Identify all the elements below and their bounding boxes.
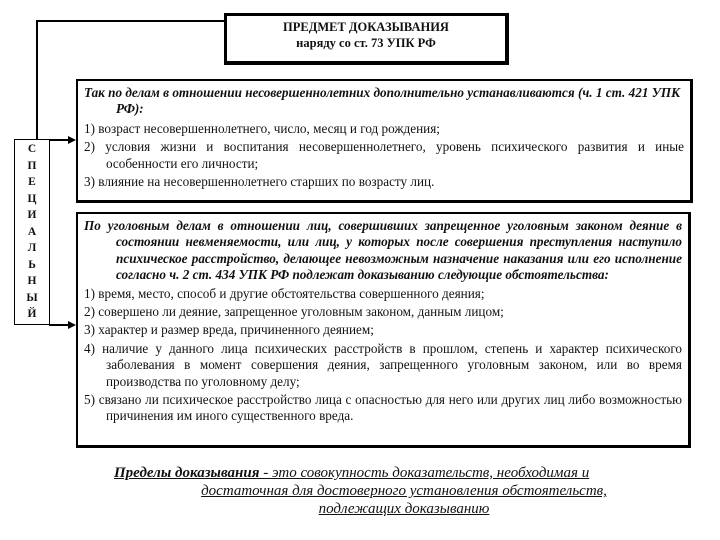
vertical-letter: С <box>27 143 37 155</box>
definition-term: Пределы доказывания <box>114 465 260 481</box>
minors-item: 2) условия жизни и воспитания несовершеннолетнего, уровень психического развития и иные особенности его личности; <box>84 139 684 171</box>
definition-footer <box>114 464 694 518</box>
definition-text-1: - это совокупность доказательств, необходимая и <box>259 465 590 481</box>
vertical-letter: Ц <box>27 192 37 205</box>
arrow-right-icon <box>68 136 76 144</box>
arrow-to-box-1-shaft <box>49 139 69 141</box>
arrow-to-box-2-shaft <box>49 324 69 326</box>
vertical-letter: А <box>27 225 37 238</box>
insane-item: 2) совершено ли деяние, запрещенное уголовным законом, данным лицом; <box>84 304 504 320</box>
vertical-letter: И <box>27 209 37 221</box>
vertical-letter: Н <box>27 275 37 287</box>
connector-horizontal <box>36 20 225 22</box>
vertical-letter: Ь <box>28 258 36 271</box>
insane-item: 1) время, место, способ и другие обстоятельства совершенного деяния; <box>84 285 485 301</box>
minors-item: 3) влияние на несовершеннолетнего старших по возрасту лиц. <box>84 174 435 190</box>
vertical-letter: П <box>27 159 37 172</box>
minors-item: 1) возраст несовершеннолетнего, число, месяц и год рождения; <box>84 120 440 136</box>
vertical-letter: Й <box>27 308 37 320</box>
vertical-letter: Е <box>28 176 36 188</box>
vertical-letter: Л <box>27 242 37 254</box>
title-box <box>224 13 509 65</box>
insane-persons-box <box>76 212 691 448</box>
insane-lead: По уголовным делам в отношении лиц, совершивших запрещенное уголовным законом деяние в состоянии невменяемости, или лиц, у которых после совершения преступления наступило психическое расстройство, делающее невозможным назначение наказания или его исполнение согласно ч. 2 ст. 434 УПК РФ подлежат доказыванию следующие обстоятельства: <box>84 218 682 283</box>
vertical-label-box <box>14 139 50 325</box>
title-line-1: ПРЕДМЕТ ДОКАЗЫВАНИЯ <box>283 20 449 34</box>
minors-lead: Так по делам в отношении несовершеннолетних дополнительно устанавливаются (ч. 1 ст. 421 УПК РФ): <box>84 85 681 117</box>
insane-item: 3) характер и размер вреда, причиненного деянием; <box>84 322 374 338</box>
definition-line-2: достаточная для достоверного установления обстоятельств, <box>201 483 607 499</box>
insane-item: 4) наличие у данного лица психических расстройств в прошлом, степень и характер психического заболевания в момент совершения деяния, запрещенного уголовным законом, или во время производства по уголовному делу; <box>84 340 682 389</box>
arrow-right-icon <box>68 321 76 329</box>
insane-item: 5) связано ли психическое расстройство лица с опасностью для него или других лиц либо возможностью причинения им иного существенного вреда. <box>84 392 682 424</box>
vertical-letter: Ы <box>26 291 38 304</box>
title-line-2: наряду со ст. 73 УПК РФ <box>296 36 436 50</box>
definition-line-1 <box>114 464 694 482</box>
definition-line-3: подлежащих доказыванию <box>318 501 490 517</box>
minors-box <box>76 79 693 203</box>
connector-vertical <box>36 20 38 140</box>
